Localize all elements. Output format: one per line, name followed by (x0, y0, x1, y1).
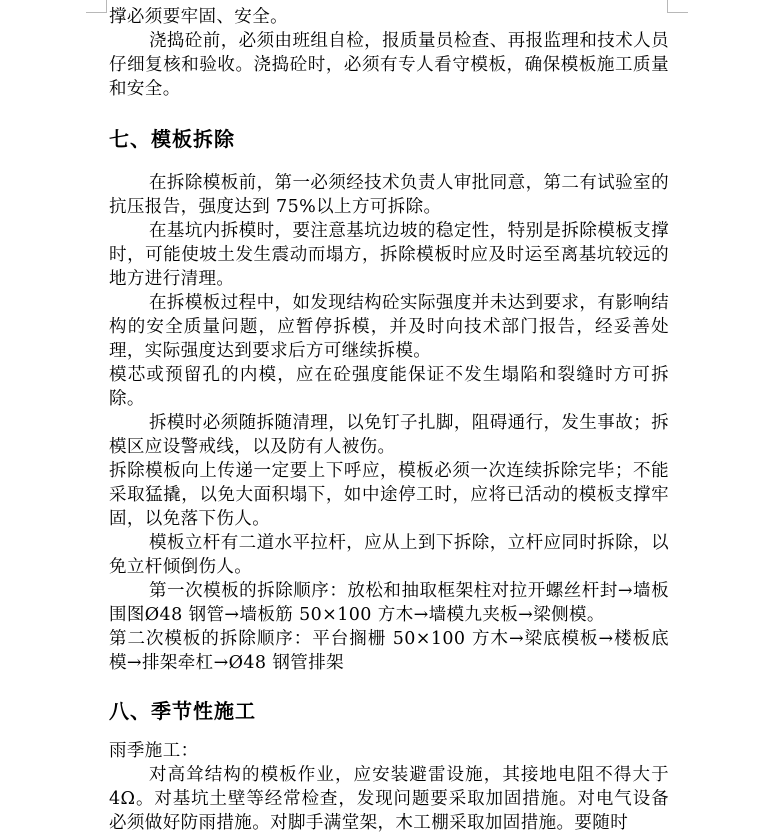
paragraph: 模芯或预留孔的内模，应在砼强度能保证不发生塌陷和裂缝时方可拆除。 (109, 365, 669, 409)
paragraph: 在拆除模板前，第一必须经技术负责人审批同意，第二有试验室的抗压报告，强度达到 75%以上方可拆除。 (109, 173, 669, 217)
document-body (109, 5, 669, 835)
paragraph: 撑必须要牢固、安全。 (109, 7, 288, 27)
crop-mark-right (667, 0, 688, 13)
paragraph: 对高耸结构的模板作业，应安装避雷设施，其接地电阻不得大于 4Ω。对基坑土壁等经常检查，发现问题要采取加固措施。对电气设备必须做好防雨措施。对脚手满堂架，木工棚采取加固措施。要随时 (109, 765, 669, 833)
paragraph: 拆模时必须随拆随清理，以免钉子扎脚，阻碍通行，发生事故；拆模区应设警戒线，以及防有人被伤。 (109, 413, 669, 457)
paragraph: 模板立杆有二道水平拉杆，应从上到下拆除，立杆应同时拆除，以免立杆倾倒伤人。 (109, 533, 669, 577)
crop-mark-left (86, 0, 107, 13)
paragraph: 浇捣砼前，必须由班组自检，报质量员检查、再报监理和技术人员仔细复核和验收。浇捣砼时，必须有专人看守模板，确保模板施工质量和安全。 (109, 31, 669, 99)
paragraph: 拆除模板向上传递一定要上下呼应，模板必须一次连续拆除完毕；不能采取猛撬，以免大面积塌下，如中途停工时，应将已活动的模板支撑牢固，以免落下伤人。 (109, 461, 669, 529)
paragraph: 第二次模板的拆除顺序：平台搁栅 50×100 方木→梁底模板→楼板底模→排架牵杠→Ø48 钢管排架 (109, 629, 669, 673)
paragraph: 雨季施工： (109, 741, 199, 761)
section-heading-8: 八、季节性施工 (109, 699, 256, 723)
paragraph: 在基坑内拆模时，要注意基坑边坡的稳定性，特别是拆除模板支撑时，可能使坡土发生震动而塌方，拆除模板时应及时运至离基坑较远的地方进行清理。 (109, 221, 669, 289)
paragraph: 在拆模板过程中，如发现结构砼实际强度并未达到要求，有影响结构的安全质量问题，应暂停拆模，并及时向技术部门报告，经妥善处理，实际强度达到要求后方可继续拆模。 (109, 293, 669, 361)
section-heading-7: 七、模板拆除 (109, 127, 235, 151)
paragraph: 第一次模板的拆除顺序：放松和抽取框架柱对拉开螺丝杆封→墙板围图Ø48 钢管→墙板筋 50×100 方木→墙模九夹板→梁侧模。 (109, 581, 669, 625)
